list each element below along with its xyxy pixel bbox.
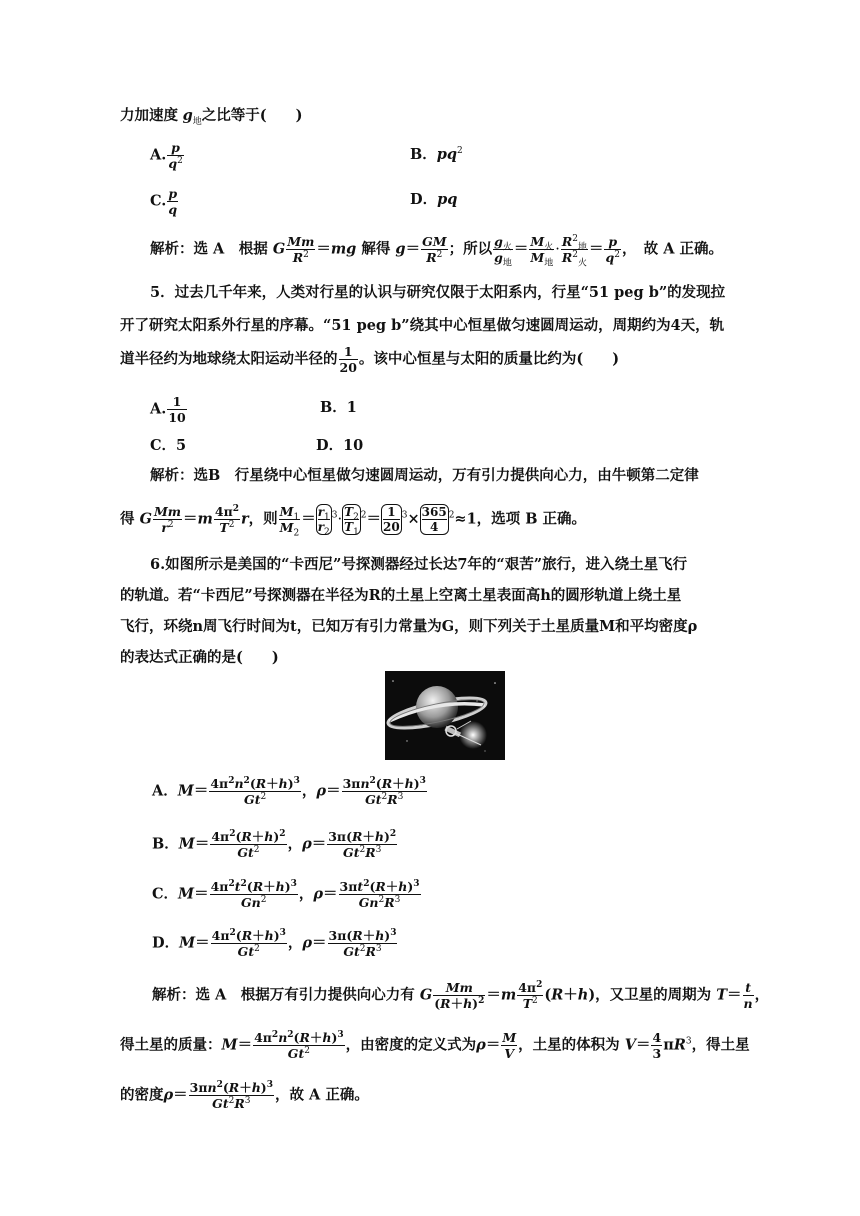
q5-option-b: B．1 xyxy=(320,399,357,416)
q6-option-c: C．M＝ $\frac{4\pi^2t^2(R+h)^3}{Gn^2}$ ，ρ＝ $\frac{3\pi t^2(R+h)^3}{Gn^2R^3}$ xyxy=(152,878,420,910)
q6-solution-1: 解析：选 A 根据万有引力提供向心力有 G $\frac{Mm}{(R+h)^2}$ ＝m $\frac{4\pi^2}{T^2}$ (R＋h)，又卫星的周期为 T＝ $\frac{t}{n}$ ， xyxy=(152,979,770,1011)
q6-line-3: 飞行，环绕n周飞行时间为t，已知万有引力常量为G，则下列关于土星质量M和平均密度ρ xyxy=(120,618,698,635)
q6-option-b: B．M＝ $\frac{4\pi^2(R+h)^2}{Gt^2}$ ，ρ＝ $\frac{3\pi(R+h)^2}{Gt^2R^3}$ xyxy=(152,828,397,860)
q6-line-2: 的轨道。若“卡西尼”号探测器在半径为R的土星上空离土星表面高h的圆形轨道上绕土星 xyxy=(120,587,682,604)
q4-solution: 解析：选 A 根据 G $\frac{Mm}{R^2}$ ＝mg 解得 g＝ $\frac{GM}{R^2}$ ；所以 $\frac{g_火}{g_地}$ ＝ $\frac{M_火}{M_地}$ · $\frac{R^2_地}{R^2_火}$ ＝ $\frac{p}{q^2}$ ， 故 A 正确。 xyxy=(150,233,724,269)
q5-option-a: A. $\frac{1}{10}$ xyxy=(150,394,186,425)
saturn-cassini-image xyxy=(385,671,505,760)
q5-line-2: 开了研究太阳系外行星的序幕。“51 peg b”绕其中心恒星做匀速圆周运动，周期约为4天，轨 xyxy=(120,317,725,334)
q4-option-c: C. $\frac{p}{q}$ xyxy=(150,186,178,217)
q6-line-1: 6.如图所示是美国的“卡西尼”号探测器经过长达7年的“艰苦”旅行，进入绕土星飞行 xyxy=(150,556,688,573)
q4-stem-tail: 力加速度 $g_地$之比等于( ) xyxy=(120,107,303,127)
q5-option-c: C．5 xyxy=(150,437,187,454)
q5-line-1: 5．过去几千年来，人类对行星的认识与研究仅限于太阳系内，行星“51 peg b”的发现拉 xyxy=(150,284,726,301)
q6-line-4: 的表达式正确的是( ) xyxy=(120,649,279,666)
q6-solution-2: 得土星的质量：M＝ $\frac{4\pi^2n^2(R+h)^3}{Gt^2}$ ，由密度的定义式为ρ＝ $\frac{M}{V}$ ，土星的体积为 V＝ $\frac{4}{3}$ $\pi R^3$，得土星 xyxy=(120,1029,750,1061)
q6-solution-3: 的密度ρ＝ $\frac{3\pi n^2(R+h)^3}{Gt^2R^3}$ ，故 A 正确。 xyxy=(120,1079,369,1111)
q5-option-d: D．10 xyxy=(316,437,364,454)
q4-option-d: D．pq xyxy=(410,191,458,208)
q6-option-d: D．M＝ $\frac{4\pi^2(R+h)^3}{Gt^2}$ ，ρ＝ $\frac{3\pi(R+h)^3}{Gt^2R^3}$ xyxy=(152,927,397,959)
q5-line-3: 道半径约为地球绕太阳运动半径的 $\frac{1}{20}$ 。该中心恒星与太阳的质量比约为( ) xyxy=(120,344,620,375)
q5-solution-2: 得 G $\frac{Mm}{r^2}$ ＝m $\frac{4\pi^2}{T^2}$ r，则 $\frac{M_1}{M_2}$ ＝ $\frac{r_1}{r_2}$ $^3$· $\frac{T_2}{T_1}$ $^2$＝ $\frac{1}{20}$ $^3$× $\frac{365}{4}$ $^2$≈1，选项 B 正确。 xyxy=(120,503,587,539)
q4-option-a: A. $\frac{p}{q^2}$ xyxy=(150,140,183,171)
q4-option-b: B．$pq^2$ xyxy=(410,146,463,163)
q6-option-a: A．M＝ $\frac{4\pi^2n^2(R+h)^3}{Gt^2}$ ，ρ＝ $\frac{3\pi n^2(R+h)^3}{Gt^2R^3}$ xyxy=(152,775,426,807)
q5-solution-1: 解析：选B 行星绕中心恒星做匀速圆周运动，万有引力提供向心力，由牛顿第二定律 xyxy=(150,467,699,484)
